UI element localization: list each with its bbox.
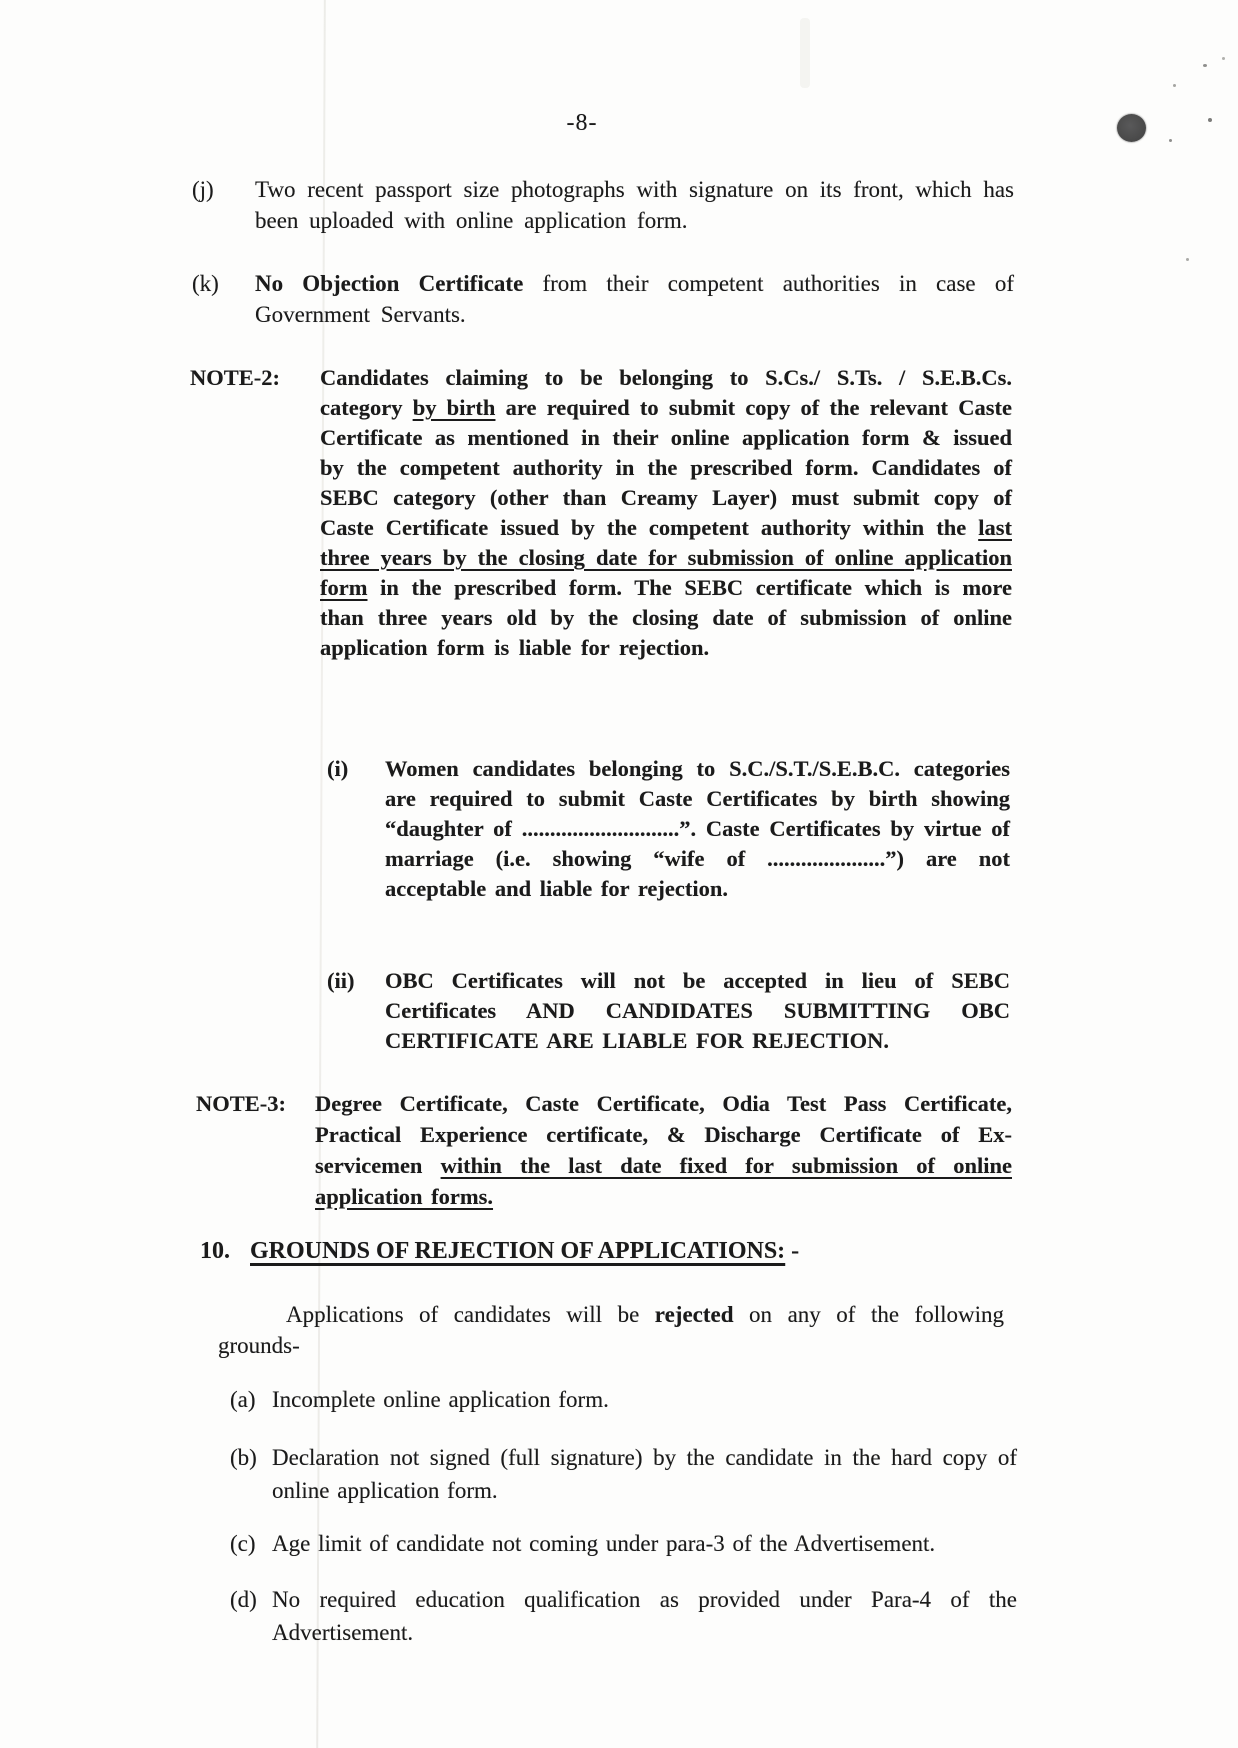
item-k-marker: (k) xyxy=(192,271,219,296)
underlined-text: within the last date fixed for submission of online application forms. xyxy=(315,1153,1012,1209)
ground-c-text: Age limit of candidate not coming under para-3 of the Advertisement. xyxy=(272,1531,936,1556)
sub-item-ii-text xyxy=(385,966,1010,1056)
note-3-label: NOTE-3: xyxy=(196,1091,286,1116)
ground-item-d xyxy=(230,1583,1017,1649)
text-run: Two recent passport size photographs with signature on its front, which has been uploaded with online application form. xyxy=(255,177,1014,233)
text-run: from their competent authorities in case of Government Servants. xyxy=(255,271,1014,327)
scan-speckle xyxy=(1173,84,1176,87)
text-run: Women candidates belonging to S.C./S.T./S.E.B.C. categories are required to submit Caste Certificates by birth showing “daughter of ............................”. Caste Certificates by virtue of marriage (i.e. showing “wife of .....................”) are not acceptable and liable for rejection. xyxy=(385,756,1010,901)
ground-item-a xyxy=(230,1383,1017,1416)
scan-speckle xyxy=(1169,139,1172,142)
note-2 xyxy=(190,363,1012,663)
section-10-title-text: GROUNDS OF REJECTION OF APPLICATIONS: xyxy=(250,1238,786,1264)
bold-text: No Objection Certificate xyxy=(255,271,524,296)
text-run: Candidates claiming to be belonging to S.Cs./ S.Ts. / S.E.B.Cs. category xyxy=(320,365,1012,420)
page-number: -8- xyxy=(566,110,598,136)
list-item-k xyxy=(192,268,1014,330)
ground-c-marker: (c) xyxy=(230,1531,256,1556)
ground-b-marker: (b) xyxy=(230,1445,257,1470)
section-10-title xyxy=(250,1238,799,1265)
item-j-text xyxy=(255,174,1014,236)
ground-a-text: Incomplete online application form. xyxy=(272,1387,609,1412)
note-2-text xyxy=(320,363,1012,663)
note-2-sub-item-ii xyxy=(327,966,1010,1056)
sub-item-i-marker: (i) xyxy=(327,756,349,781)
scan-speckle xyxy=(1208,118,1212,122)
ground-a-marker: (a) xyxy=(230,1387,256,1412)
underlined-text: last three years by the closing date for submission of online application form xyxy=(320,515,1012,600)
text-run: are required to submit copy of the relevant Caste Certificate as mentioned in their online application form & issued by the competent authority in the prescribed form. Candidates of SEBC category (other than Creamy Layer) must submit copy of Caste Certificate issued by the competent authority within the xyxy=(320,395,1012,540)
list-item-j xyxy=(192,174,1014,236)
rejection-intro-text xyxy=(218,1299,1004,1361)
scan-speckle xyxy=(1186,258,1189,261)
note-3-text xyxy=(315,1088,1012,1212)
text-run: OBC Certificates will not be accepted in lieu of SEBC Certificates AND CANDIDATES SUBMITTING OBC CERTIFICATE ARE LIABLE FOR REJECTION. xyxy=(385,968,1010,1053)
section-10-number: 10. xyxy=(200,1238,230,1264)
sub-item-ii-marker: (ii) xyxy=(327,968,355,993)
ground-d-marker: (d) xyxy=(230,1587,257,1612)
note-2-label: NOTE-2: xyxy=(190,365,280,390)
ground-b-text: Declaration not signed (full signature) by the candidate in the hard copy of online application form. xyxy=(272,1445,1017,1503)
note-2-sub-item-i xyxy=(327,754,1010,904)
sub-item-i-text xyxy=(385,754,1010,904)
ground-item-b xyxy=(230,1441,1017,1507)
scan-speckle xyxy=(1222,57,1225,60)
note-3 xyxy=(196,1088,1012,1212)
ground-item-c xyxy=(230,1527,1017,1560)
text-run: Degree Certificate, Caste Certificate, Odia Test Pass Certificate, Practical Experience certificate, & Discharge Certificate of Ex-servicemen xyxy=(315,1091,1012,1178)
rejection-intro-paragraph xyxy=(218,1299,1004,1361)
scan-speckle xyxy=(1203,64,1207,67)
section-10-heading xyxy=(200,1238,799,1265)
item-k-text xyxy=(255,268,1014,330)
ground-d-text: No required education qualification as provided under Para-4 of the Advertisement. xyxy=(272,1587,1017,1645)
text-run: on any of the following grounds- xyxy=(218,1302,1004,1358)
text-run: Applications of candidates will be xyxy=(286,1302,655,1327)
bold-text: rejected xyxy=(654,1302,734,1327)
text-run: in the prescribed form. The SEBC certificate which is more than three years old by the closing date of submission of online application form is liable for rejection. xyxy=(320,575,1012,660)
scan-smudge xyxy=(800,18,810,88)
section-10-title-suffix: - xyxy=(785,1238,800,1264)
item-j-marker: (j) xyxy=(192,177,214,202)
underlined-text: by birth xyxy=(412,395,496,420)
